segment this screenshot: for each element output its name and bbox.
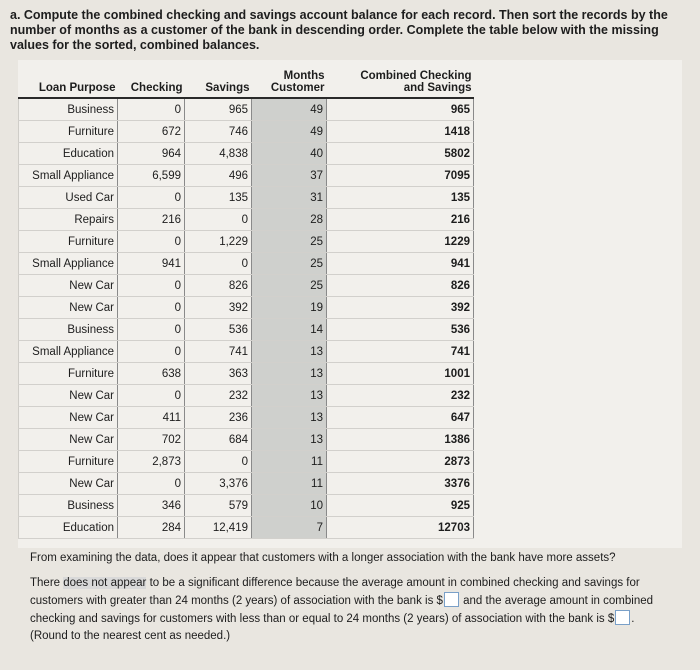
table-row: [19, 517, 474, 539]
cell-combined: 1386: [327, 429, 474, 451]
table-row: [19, 209, 474, 231]
cell-loan-purpose: Furniture: [19, 231, 118, 253]
cell-savings: 0: [185, 209, 252, 231]
cell-combined: 1418: [327, 121, 474, 143]
table-row: [19, 98, 474, 121]
cell-combined: 647: [327, 407, 474, 429]
answer-paragraph: [30, 575, 670, 645]
cell-savings: 1,229: [185, 231, 252, 253]
cell-combined: 965: [327, 98, 474, 121]
cell-checking: 702: [118, 429, 185, 451]
cell-combined: 392: [327, 297, 474, 319]
table-row: [19, 407, 474, 429]
cell-combined: 216: [327, 209, 474, 231]
cell-savings: 684: [185, 429, 252, 451]
cell-checking: 672: [118, 121, 185, 143]
answer-text-start: There: [30, 577, 61, 589]
cell-loan-purpose: Furniture: [19, 451, 118, 473]
table-row: [19, 143, 474, 165]
cell-months: 13: [252, 385, 327, 407]
cell-savings: 496: [185, 165, 252, 187]
cell-months: 49: [252, 98, 327, 121]
cell-checking: 0: [118, 385, 185, 407]
cell-loan-purpose: Furniture: [19, 363, 118, 385]
cell-loan-purpose: Business: [19, 98, 118, 121]
cell-loan-purpose: Business: [19, 319, 118, 341]
cell-savings: 363: [185, 363, 252, 385]
cell-combined: 135: [327, 187, 474, 209]
cell-loan-purpose: New Car: [19, 429, 118, 451]
cell-combined: 3376: [327, 473, 474, 495]
cell-checking: 216: [118, 209, 185, 231]
cell-savings: 392: [185, 297, 252, 319]
table-row: [19, 451, 474, 473]
cell-loan-purpose: Small Appliance: [19, 253, 118, 275]
cell-checking: 0: [118, 275, 185, 297]
cell-loan-purpose: New Car: [19, 407, 118, 429]
cell-months: 49: [252, 121, 327, 143]
cell-months: 25: [252, 275, 327, 297]
followup-question: From examining the data, does it appear that customers with a longer association with the bank have more assets?: [30, 552, 616, 564]
cell-months: 13: [252, 341, 327, 363]
table-row: [19, 253, 474, 275]
cell-savings: 3,376: [185, 473, 252, 495]
answer-input-under-24-months[interactable]: [615, 610, 630, 625]
cell-savings: 0: [185, 253, 252, 275]
cell-months: 13: [252, 429, 327, 451]
table-row: [19, 187, 474, 209]
cell-savings: 536: [185, 319, 252, 341]
cell-combined: 741: [327, 341, 474, 363]
cell-combined: 232: [327, 385, 474, 407]
cell-savings: 232: [185, 385, 252, 407]
table-row: [19, 297, 474, 319]
table-row: [19, 495, 474, 517]
cell-combined: 1001: [327, 363, 474, 385]
cell-months: 13: [252, 363, 327, 385]
cell-loan-purpose: Business: [19, 495, 118, 517]
rounding-note: (Round to the nearest cent as needed.): [30, 630, 231, 642]
cell-months: 14: [252, 319, 327, 341]
cell-savings: 746: [185, 121, 252, 143]
answer-text-end: .: [631, 613, 635, 625]
header-loan-purpose: Loan Purpose: [19, 68, 118, 98]
cell-checking: 0: [118, 341, 185, 363]
cell-savings: 4,838: [185, 143, 252, 165]
cell-checking: 0: [118, 187, 185, 209]
cell-loan-purpose: New Car: [19, 297, 118, 319]
cell-months: 19: [252, 297, 327, 319]
table-row: [19, 165, 474, 187]
header-months-customer: [252, 68, 327, 98]
table-row: [19, 275, 474, 297]
cell-combined: 2873: [327, 451, 474, 473]
cell-loan-purpose: Small Appliance: [19, 165, 118, 187]
table-body: [19, 98, 474, 539]
cell-loan-purpose: Repairs: [19, 209, 118, 231]
cell-months: 7: [252, 517, 327, 539]
cell-combined: 941: [327, 253, 474, 275]
cell-savings: 826: [185, 275, 252, 297]
cell-loan-purpose: New Car: [19, 473, 118, 495]
cell-months: 37: [252, 165, 327, 187]
cell-combined: 925: [327, 495, 474, 517]
cell-loan-purpose: Education: [19, 143, 118, 165]
cell-checking: 0: [118, 231, 185, 253]
cell-checking: 964: [118, 143, 185, 165]
header-combined: [327, 68, 474, 98]
cell-checking: 941: [118, 253, 185, 275]
cell-checking: 284: [118, 517, 185, 539]
cell-months: 40: [252, 143, 327, 165]
header-months-line1: Months: [283, 70, 325, 82]
question-text: a. Compute the combined checking and savings account balance for each record. Then sort the records by the number of months as a customer of the bank in descending order. Complete the table below with the missing values for the sorted, combined balances.: [10, 8, 668, 52]
cell-checking: 0: [118, 319, 185, 341]
table-row: [19, 385, 474, 407]
answer-dropdown-selection[interactable]: does not appear: [63, 577, 147, 589]
cell-savings: 0: [185, 451, 252, 473]
data-table: [18, 68, 474, 539]
cell-checking: 0: [118, 297, 185, 319]
table-row: [19, 231, 474, 253]
cell-savings: 579: [185, 495, 252, 517]
header-combined-line1: Combined Checking: [360, 70, 472, 82]
cell-combined: 5802: [327, 143, 474, 165]
table-row: [19, 473, 474, 495]
cell-checking: 0: [118, 98, 185, 121]
cell-combined: 7095: [327, 165, 474, 187]
answer-input-over-24-months[interactable]: [444, 592, 459, 607]
cell-loan-purpose: Education: [19, 517, 118, 539]
header-checking: Checking: [118, 68, 185, 98]
cell-months: 25: [252, 253, 327, 275]
cell-combined: 1229: [327, 231, 474, 253]
cell-checking: 0: [118, 473, 185, 495]
cell-checking: 411: [118, 407, 185, 429]
cell-savings: 965: [185, 98, 252, 121]
cell-combined: 12703: [327, 517, 474, 539]
cell-savings: 236: [185, 407, 252, 429]
cell-checking: 346: [118, 495, 185, 517]
cell-months: 25: [252, 231, 327, 253]
answer-text-part2: to be a significant difference because the average amount in combined checking and savings for customers with greater than 24 months (2 years) of association with the bank is $: [30, 577, 640, 607]
header-months-line2: Customer: [270, 82, 325, 94]
answer-text-part3: and the average amount in combined checking and savings for customers with less than or equal to 24 months (2 years) of association with the bank is $: [30, 595, 654, 625]
cell-loan-purpose: Small Appliance: [19, 341, 118, 363]
cell-combined: 826: [327, 275, 474, 297]
cell-months: 11: [252, 451, 327, 473]
cell-months: 28: [252, 209, 327, 231]
table-row: [19, 121, 474, 143]
table-row: [19, 429, 474, 451]
cell-savings: 12,419: [185, 517, 252, 539]
header-combined-line2: and Savings: [403, 82, 472, 94]
cell-months: 13: [252, 407, 327, 429]
cell-months: 11: [252, 473, 327, 495]
cell-loan-purpose: New Car: [19, 385, 118, 407]
cell-loan-purpose: New Car: [19, 275, 118, 297]
cell-loan-purpose: Furniture: [19, 121, 118, 143]
header-savings: Savings: [185, 68, 252, 98]
cell-checking: 2,873: [118, 451, 185, 473]
cell-checking: 638: [118, 363, 185, 385]
cell-savings: 135: [185, 187, 252, 209]
cell-months: 31: [252, 187, 327, 209]
table-row: [19, 319, 474, 341]
cell-loan-purpose: Used Car: [19, 187, 118, 209]
table-row: [19, 341, 474, 363]
table-header-row: [19, 68, 474, 98]
cell-combined: 536: [327, 319, 474, 341]
cell-savings: 741: [185, 341, 252, 363]
cell-months: 10: [252, 495, 327, 517]
cell-checking: 6,599: [118, 165, 185, 187]
table-row: [19, 363, 474, 385]
